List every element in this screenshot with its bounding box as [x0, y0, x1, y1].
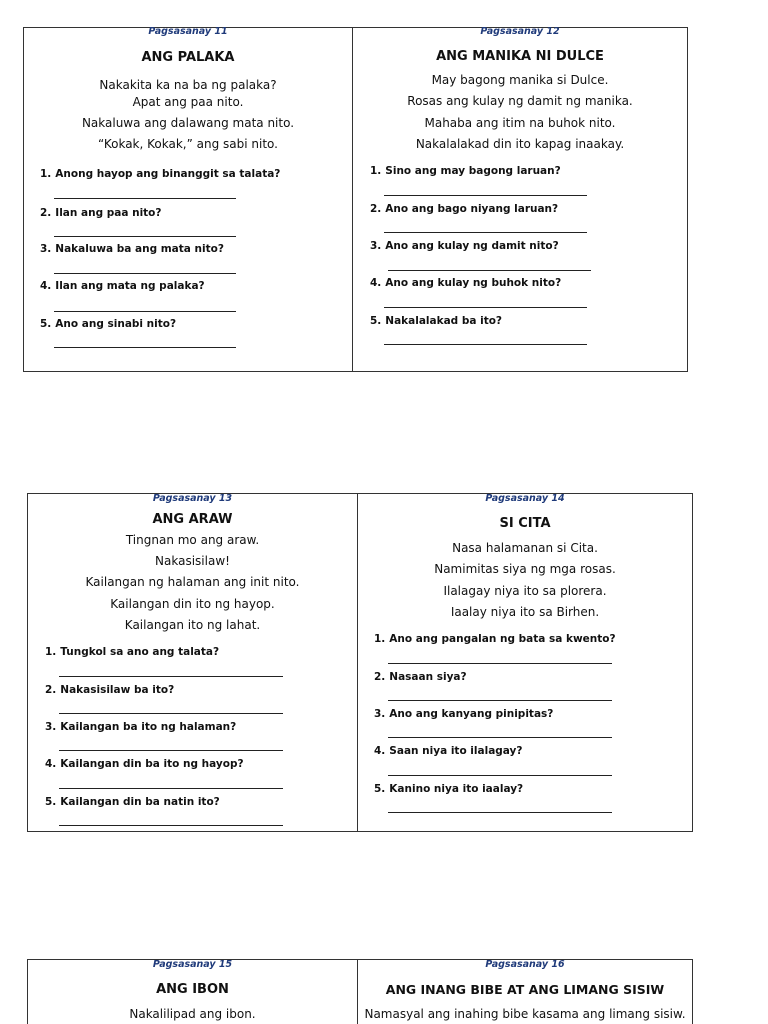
question: 5. Nakalalakad ba ito?	[370, 315, 503, 327]
story-line: Tingnan mo ang araw.	[125, 533, 260, 547]
question: 2. Ilan ang paa nito?	[40, 207, 162, 219]
answer-line[interactable]	[384, 232, 587, 233]
story-line: Namimitas siya ng mga rosas.	[434, 562, 616, 576]
question: 4. Saan niya ito ilalagay?	[374, 745, 523, 757]
card-title: ANG INANG BIBE AT ANG LIMANG SISIW	[385, 982, 665, 997]
question: 3. Nakaluwa ba ang mata nito?	[40, 243, 224, 255]
question: 1. Anong hayop ang binanggit sa talata?	[40, 168, 281, 180]
story-line: Ilalagay niya ito sa plorera.	[443, 584, 607, 598]
question: 2. Nakasisilaw ba ito?	[45, 684, 175, 696]
card-title: ANG MANIKA NI DULCE	[436, 49, 604, 64]
story-line: Nasa halamanan si Cita.	[452, 541, 598, 555]
answer-line[interactable]	[388, 737, 612, 738]
card-pagsasanay-15	[28, 960, 357, 1024]
question: 1. Ano ang pangalan ng bata sa kwento?	[374, 633, 616, 645]
answer-line[interactable]	[59, 825, 283, 826]
card-tag: Pagsasanay 16	[485, 959, 565, 970]
answer-line[interactable]	[388, 775, 612, 776]
question: 3. Ano ang kanyang pinipitas?	[374, 708, 554, 720]
question: 5. Ano ang sinabi nito?	[40, 318, 177, 330]
worksheet-box-1	[23, 27, 688, 372]
question: 5. Kailangan din ba natin ito?	[45, 796, 220, 808]
card-pagsasanay-12	[352, 28, 687, 371]
answer-line[interactable]	[384, 195, 587, 196]
question: 1. Sino ang may bagong laruan?	[370, 165, 561, 177]
story-line: Kailangan ng halaman ang init nito.	[85, 575, 300, 589]
answer-line[interactable]	[388, 270, 591, 271]
card-tag: Pagsasanay 15	[152, 959, 233, 970]
worksheet-box-3	[27, 959, 693, 1024]
answer-line[interactable]	[388, 663, 612, 664]
story-line: Rosas ang kulay ng damit ng manika.	[407, 94, 633, 108]
answer-line[interactable]	[54, 347, 236, 348]
story-line: Nakaluwa ang dalawang mata nito.	[81, 116, 295, 130]
worksheet-box-2	[27, 493, 693, 832]
story-line: “Kokak, Kokak,” ang sabi nito.	[98, 137, 278, 151]
card-tag: Pagsasanay 12	[480, 26, 560, 37]
answer-line[interactable]	[388, 700, 612, 701]
answer-line[interactable]	[384, 307, 587, 308]
card-tag: Pagsasanay 11	[148, 26, 228, 37]
answer-line[interactable]	[54, 236, 236, 237]
answer-line[interactable]	[59, 676, 283, 677]
question: 4. Ano ang kulay ng buhok nito?	[370, 277, 562, 289]
card-pagsasanay-11	[24, 28, 352, 371]
story-line: Nakakita ka na ba ng palaka?	[99, 78, 277, 92]
question: 3. Ano ang kulay ng damit nito?	[370, 240, 559, 252]
card-pagsasanay-14	[357, 494, 692, 831]
answer-line[interactable]	[54, 311, 236, 312]
story-line: Iaalay niya ito sa Birhen.	[450, 605, 600, 619]
answer-line[interactable]	[59, 788, 283, 789]
card-tag: Pagsasanay 14	[485, 493, 565, 504]
card-title: ANG PALAKA	[141, 50, 235, 65]
story-line: Mahaba ang itim na buhok nito.	[424, 116, 616, 130]
story-line: May bagong manika si Dulce.	[431, 73, 609, 87]
story-line: Namasyal ang inahing bibe kasama ang limang sisiw.	[364, 1007, 686, 1021]
story-line: Kailangan din ito ng hayop.	[110, 597, 275, 611]
answer-line[interactable]	[388, 812, 612, 813]
answer-line[interactable]	[54, 273, 236, 274]
card-title: ANG IBON	[156, 982, 229, 997]
question: 3. Kailangan ba ito ng halaman?	[45, 721, 237, 733]
story-line: Apat ang paa nito.	[132, 95, 244, 109]
card-pagsasanay-16	[357, 960, 692, 1024]
answer-line[interactable]	[59, 713, 283, 714]
question: 1. Tungkol sa ano ang talata?	[45, 646, 220, 658]
card-title: SI CITA	[499, 516, 551, 531]
answer-line[interactable]	[59, 750, 283, 751]
question: 2. Ano ang bago niyang laruan?	[370, 203, 559, 215]
story-line: Nakalilipad ang ibon.	[129, 1007, 256, 1021]
story-line: Nakalalakad din ito kapag inaakay.	[415, 137, 625, 151]
card-title: ANG ARAW	[152, 512, 233, 527]
story-line: Kailangan ito ng lahat.	[124, 618, 261, 632]
question: 4. Ilan ang mata ng palaka?	[40, 280, 205, 292]
card-pagsasanay-13	[28, 494, 357, 831]
answer-line[interactable]	[54, 198, 236, 199]
question: 2. Nasaan siya?	[374, 671, 467, 683]
card-tag: Pagsasanay 13	[152, 493, 233, 504]
answer-line[interactable]	[384, 344, 587, 345]
question: 4. Kailangan din ba ito ng hayop?	[45, 758, 244, 770]
story-line: Nakasisilaw!	[155, 554, 230, 568]
question: 5. Kanino niya ito iaalay?	[374, 783, 524, 795]
